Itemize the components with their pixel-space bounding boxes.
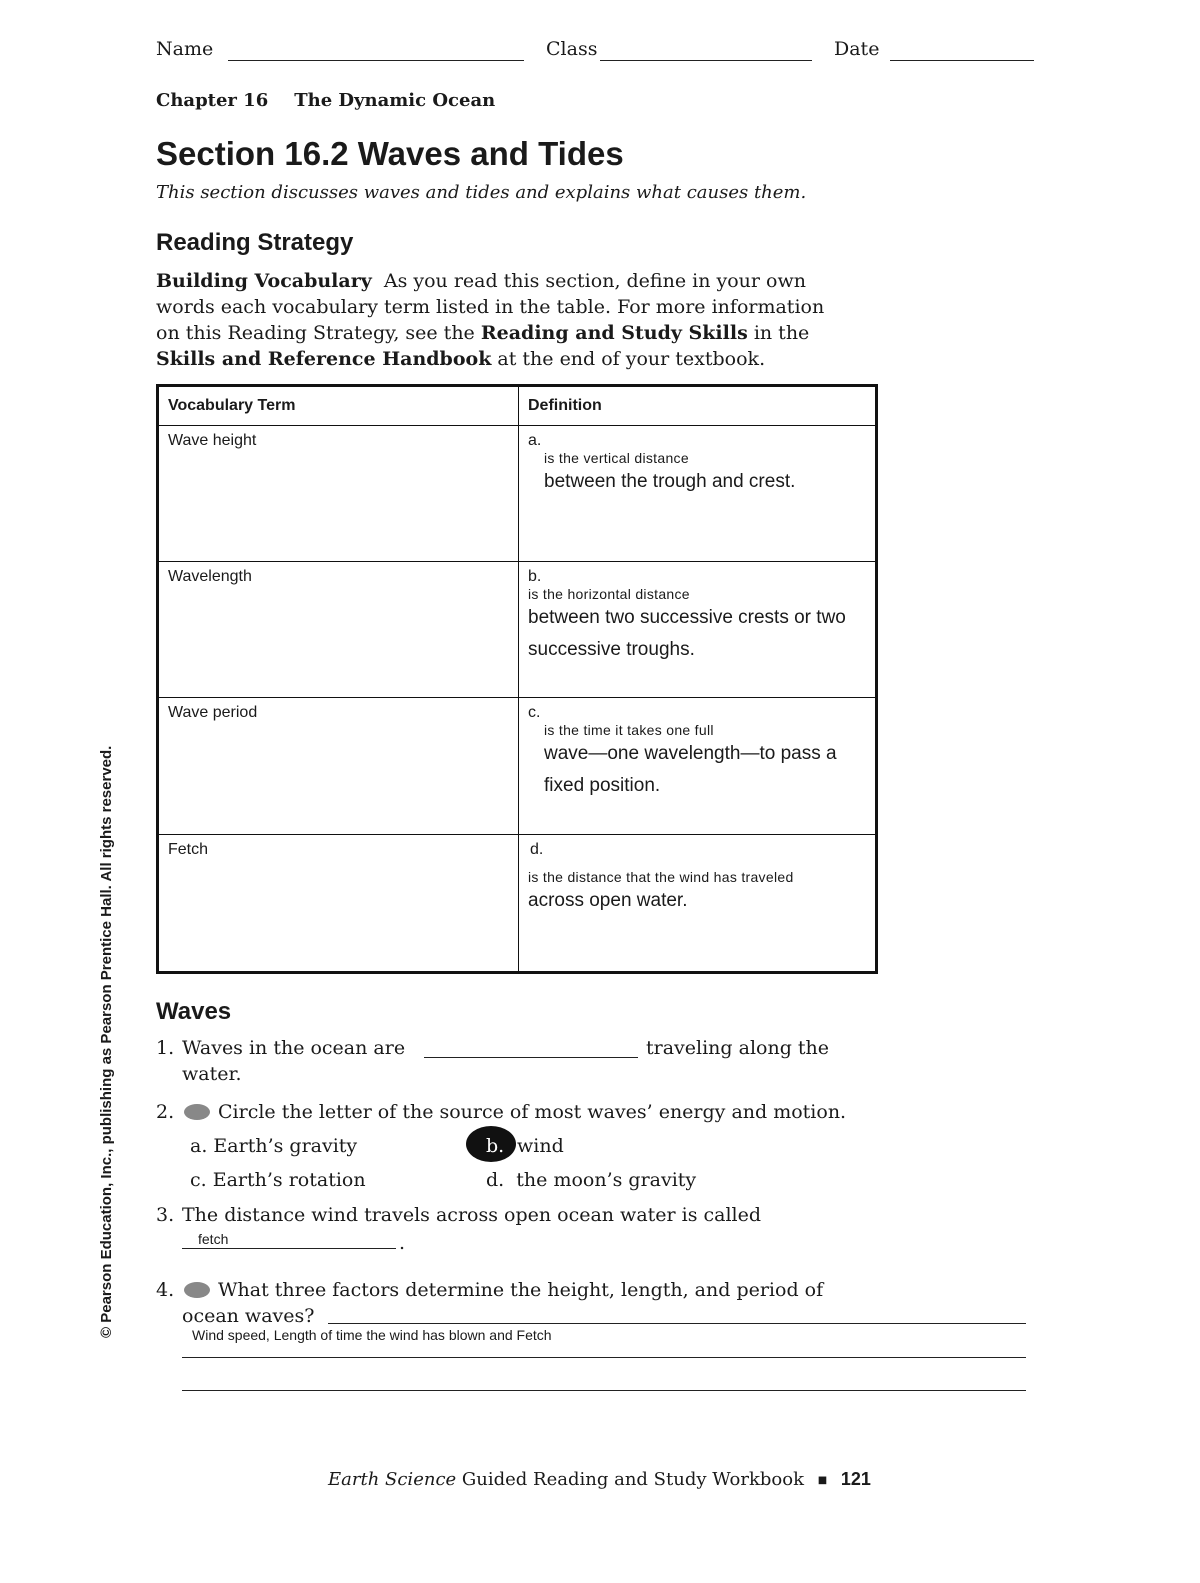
- question-1-text-c: water.: [182, 1063, 242, 1085]
- question-1-num: 1.: [156, 1037, 175, 1059]
- question-1-text-a: Waves in the ocean are: [182, 1037, 406, 1059]
- answer-big: between the trough and crest.: [544, 471, 796, 492]
- gear-icon: [184, 1282, 210, 1298]
- footer-bullet: ■: [817, 1474, 828, 1486]
- section-title: Section 16.2 Waves and Tides: [156, 135, 624, 172]
- question-3-period: .: [399, 1232, 406, 1254]
- answer-big: wave—one wavelength—to pass a fixed position.: [544, 743, 837, 796]
- question-1-text-b: traveling along the: [646, 1037, 830, 1059]
- option-b-text[interactable]: wind: [517, 1135, 564, 1157]
- footer: [328, 1469, 871, 1490]
- question-1-answer-field[interactable]: [424, 1057, 638, 1058]
- question-2-num: 2.: [156, 1101, 175, 1123]
- question-3-num: 3.: [156, 1204, 175, 1226]
- waves-heading: Waves: [156, 998, 232, 1025]
- class-label: Class: [546, 38, 598, 60]
- table-row: [158, 835, 877, 973]
- question-4-answer-line-2[interactable]: [182, 1357, 1026, 1358]
- term-cell: Wave height: [158, 426, 519, 562]
- name-label: Name: [156, 38, 214, 60]
- question-4-text-2: ocean waves?: [182, 1305, 315, 1327]
- answer-small: is the horizontal distance: [528, 586, 690, 602]
- definition-cell[interactable]: a. is the vertical distance between the trough and crest.: [519, 426, 877, 562]
- answer-small: is the distance that the wind has traveled: [528, 869, 794, 885]
- vocabulary-table: [156, 384, 878, 974]
- date-label: Date: [834, 38, 880, 60]
- definition-cell[interactable]: d. is the distance that the wind has traveled across open water.: [519, 835, 877, 973]
- option-a[interactable]: a. Earth’s gravity: [190, 1135, 358, 1157]
- reading-strategy-text: Building Vocabulary As you read this section, define in your own words each vocabulary term listed in the table. For more information on this Reading Strategy, see the Reading and Study Skills in the Skills and Reference Handbook at the end of your textbook.: [156, 270, 825, 370]
- col-header-term: Vocabulary Term: [158, 386, 519, 426]
- col-header-definition: Definition: [519, 386, 877, 426]
- table-row: [158, 562, 877, 698]
- term-cell: Wavelength: [158, 562, 519, 698]
- name-field[interactable]: [228, 60, 524, 61]
- question-4-answer-line-3[interactable]: [182, 1390, 1026, 1391]
- answer-big: between two successive crests or two successive troughs.: [528, 607, 846, 660]
- class-field[interactable]: [600, 60, 812, 61]
- table-row: [158, 426, 877, 562]
- footer-book-italic: Earth Science: [328, 1469, 457, 1490]
- chapter-title: The Dynamic Ocean: [294, 90, 496, 111]
- question-3-answer: fetch: [198, 1231, 229, 1247]
- question-3-text: The distance wind travels across open ocean water is called: [182, 1204, 762, 1226]
- option-d[interactable]: d. the moon’s gravity: [486, 1169, 697, 1191]
- gear-icon: [184, 1104, 210, 1120]
- term-cell: Fetch: [158, 835, 519, 973]
- question-2-text: Circle the letter of the source of most waves’ energy and motion.: [218, 1101, 847, 1123]
- date-field[interactable]: [890, 60, 1034, 61]
- copyright-notice: © Pearson Education, Inc., publishing as Pearson Prentice Hall. All rights reserved.: [98, 745, 115, 1338]
- question-4-answer: Wind speed, Length of time the wind has blown and Fetch: [192, 1327, 552, 1343]
- answer-small: is the vertical distance: [544, 450, 689, 466]
- table-row: [158, 698, 877, 835]
- definition-cell[interactable]: c. is the time it takes one full wave—one wavelength—to pass a fixed position.: [519, 698, 877, 835]
- option-b-letter[interactable]: b.: [486, 1135, 505, 1157]
- chapter-number: Chapter 16: [156, 90, 269, 111]
- answer-big: across open water.: [528, 890, 688, 911]
- question-3-answer-field[interactable]: [182, 1248, 396, 1249]
- term-cell: Wave period: [158, 698, 519, 835]
- question-4-text-1: What three factors determine the height, length, and period of: [218, 1279, 824, 1301]
- footer-book-rest: Guided Reading and Study Workbook: [461, 1469, 804, 1490]
- question-4-answer-line-1[interactable]: [328, 1323, 1026, 1324]
- section-subtitle: This section discusses waves and tides and explains what causes them.: [156, 182, 807, 203]
- question-4-num: 4.: [156, 1279, 175, 1301]
- reading-strategy-heading: Reading Strategy: [156, 229, 354, 256]
- page-number: 121: [840, 1469, 871, 1489]
- building-vocabulary-lead: Building Vocabulary: [156, 270, 372, 292]
- table-header-row: [158, 386, 877, 426]
- definition-cell[interactable]: b. is the horizontal distance between two successive crests or two successive troughs.: [519, 562, 877, 698]
- answer-small: is the time it takes one full: [544, 722, 714, 738]
- option-c[interactable]: c. Earth’s rotation: [190, 1169, 366, 1191]
- chapter-line: [156, 90, 495, 111]
